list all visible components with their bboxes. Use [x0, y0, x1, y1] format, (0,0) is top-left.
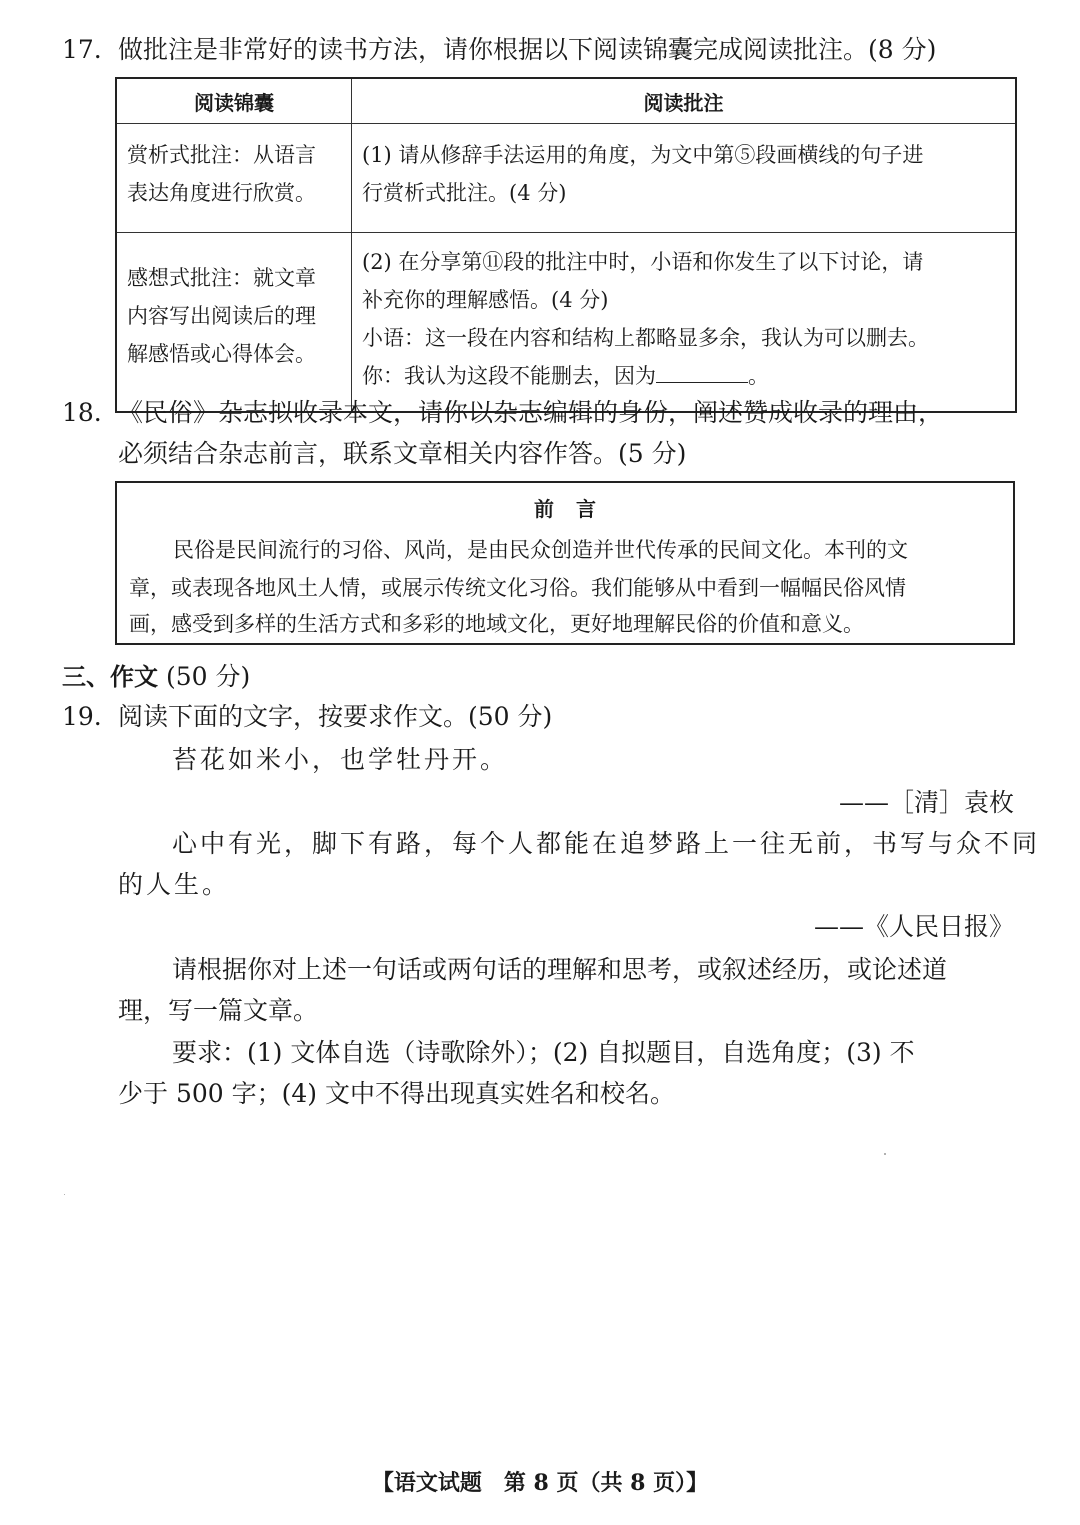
- q19-number: 19.: [62, 702, 102, 731]
- table-header-tips: 阅读锦囊: [116, 78, 352, 124]
- tip-line: 赏析式批注：从语言: [127, 143, 316, 167]
- answer-line: [362, 357, 1005, 395]
- task-cell: [352, 124, 1017, 233]
- answer-blank[interactable]: [656, 358, 748, 383]
- foreword-line: 画，感受到多样的生活方式和多彩的地域文化，更好地理解民俗的价值和意义。: [129, 612, 864, 636]
- tip-line: 感想式批注：就文章: [127, 266, 316, 290]
- table-row: [116, 124, 1016, 233]
- tip-line: 解感悟或心得体会。: [127, 342, 316, 366]
- answer-prefix: 你：我认为这段不能删去，因为: [362, 364, 656, 388]
- q19-prompt: [62, 700, 552, 734]
- task-line: (2) 在分享第⑪段的批注中时，小语和你发生了以下讨论，请: [362, 250, 924, 274]
- tip-line: 表达角度进行欣赏。: [127, 181, 316, 205]
- tip-line: 内容写出阅读后的理: [127, 304, 316, 328]
- page-footer: 【语文试题 第 8 页（共 8 页）】: [371, 1470, 709, 1496]
- quote-1-source: ——［清］袁枚: [838, 788, 1014, 817]
- q17-text: 做批注是非常好的读书方法，请你根据以下阅读锦囊完成阅读批注。(8 分): [118, 35, 937, 64]
- quote-2-line: 心中有光，脚下有路，每个人都能在追梦路上一往无前，书写与众不同: [172, 829, 1041, 858]
- foreword-box: [115, 481, 1015, 645]
- foreword-title: 前言: [534, 497, 618, 521]
- quote-2-source: ——《人民日报》: [813, 912, 1014, 941]
- essay-requirement-line: 少于 500 字；(4) 文中不得出现真实姓名和校名。: [118, 1079, 675, 1108]
- q18-text-line: 《民俗》杂志拟收录本文，请你以杂志编辑的身份，阐述赞成收录的理由，: [118, 398, 944, 427]
- annotation-table: [115, 77, 1017, 413]
- task-cell: [352, 233, 1017, 413]
- section-heading: [62, 660, 250, 694]
- tip-cell: [116, 233, 352, 413]
- section-score: (50 分): [165, 662, 251, 691]
- scan-speck: [64, 1194, 65, 1195]
- essay-prompt-line: 请根据你对上述一句话或两句话的理解和思考，或叙述经历，或论述道: [172, 955, 948, 984]
- foreword-line: 章，或表现各地风土人情，或展示传统文化习俗。我们能够从中看到一幅幅民俗风情: [129, 576, 906, 600]
- task-line: 小语：这一段在内容和结构上都略显多余，我认为可以删去。: [362, 326, 929, 350]
- scan-speck: [884, 1153, 886, 1155]
- q18-prompt-line2: 必须结合杂志前言，联系文章相关内容作答。(5 分): [118, 439, 687, 468]
- q17-prompt: [62, 33, 936, 67]
- tip-cell: [116, 124, 352, 233]
- table-row: [116, 233, 1016, 413]
- foreword-line: 民俗是民间流行的习俗、风尚，是由民众创造并世代传承的民间文化。本刊的文: [173, 538, 908, 562]
- essay-prompt-line: 理，写一篇文章。: [118, 996, 319, 1025]
- essay-requirement-line: 要求：(1) 文体自选（诗歌除外）；(2) 自拟题目，自选角度；(3) 不: [172, 1038, 915, 1067]
- task-line: 补充你的理解感悟。(4 分): [362, 288, 609, 312]
- table-header-annotations: 阅读批注: [352, 78, 1017, 124]
- q18-prompt-line1: [62, 396, 943, 430]
- task-line: 行赏析式批注。(4 分): [362, 181, 567, 205]
- quote-2-line: 的人生。: [118, 870, 231, 899]
- answer-suffix: 。: [748, 364, 769, 388]
- q18-number: 18.: [62, 398, 102, 427]
- q19-text: 阅读下面的文字，按要求作文。(50 分): [118, 702, 553, 731]
- task-line: (1) 请从修辞手法运用的角度，为文中第⑤段画横线的句子进: [362, 143, 924, 167]
- quote-1: 苔花如米小，也学牡丹开。: [172, 745, 509, 774]
- section-title: 三、作文: [62, 663, 158, 691]
- q17-number: 17.: [62, 35, 102, 64]
